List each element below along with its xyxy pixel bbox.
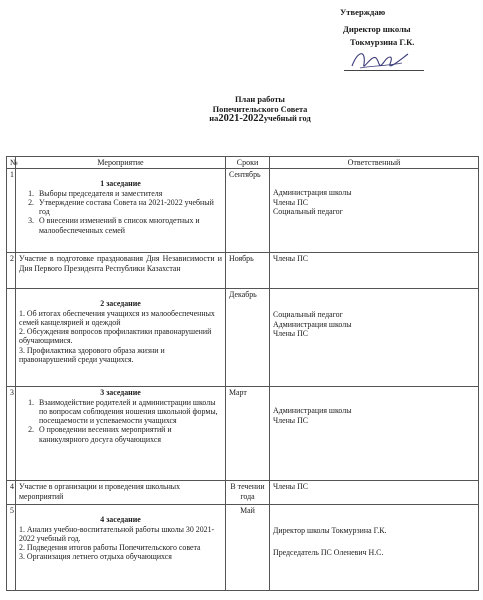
agenda-item: 2. Подведения итогов работы Попечительского совета xyxy=(19,543,201,553)
responsible-cell xyxy=(270,253,479,289)
event-cell xyxy=(16,387,226,481)
term-cell: Сентябрь xyxy=(226,169,270,253)
title-line-1: План работы xyxy=(235,95,285,104)
responsible-cell xyxy=(270,481,479,505)
row-number: 3 xyxy=(7,387,16,481)
agenda-item: 2. О проведении весенних мероприятий и каникулярного досуга обучающихся xyxy=(36,425,222,444)
agenda-item: 3. Профилактика здорового образа жизни и правонарушений среди учащихся. xyxy=(19,345,165,365)
plan-table xyxy=(6,156,479,591)
responsible-line: Социальный педагог xyxy=(273,310,343,320)
approval-label: Утверждаю xyxy=(340,7,386,17)
row-number xyxy=(7,289,16,387)
responsible-line: Члены ПС xyxy=(273,415,309,425)
term-cell: Март xyxy=(226,387,270,481)
agenda-item: 1. Выборы председателя и заместителя xyxy=(36,189,222,198)
agenda-item: 2. Обсуждения вопросов профилактики правонарушений обучающимися. xyxy=(19,327,212,346)
meeting-heading: 4 заседание xyxy=(100,515,141,525)
agenda-item: 1. Об итогах обеспечения учащихся из малообеспеченных семей канцелярией и одеждой xyxy=(19,308,215,327)
title-suffix: учебный год xyxy=(263,114,311,123)
event-cell: Участие в подготовке празднования Дня Независимости и Дня Первого Президента Республики Казахстан xyxy=(16,253,226,289)
title-line-2: Попечительского Совета xyxy=(212,104,308,114)
header-number: № xyxy=(7,157,16,169)
header-responsible: Ответственный xyxy=(270,157,479,169)
approval-name: Токмурзина Г.К. xyxy=(350,37,415,47)
responsible-line: Администрация школы xyxy=(273,188,352,198)
table-row xyxy=(7,289,479,387)
title-line-3 xyxy=(160,114,360,124)
term-cell: В течении года xyxy=(226,481,270,505)
row-number: 5 xyxy=(7,505,16,591)
table-header-row xyxy=(7,157,479,169)
responsible-line: Социальный педагог xyxy=(273,206,343,216)
responsible-cell xyxy=(270,505,479,591)
responsible-line: Члены ПС xyxy=(273,328,309,338)
approval-block xyxy=(328,6,478,50)
header-term: Сроки xyxy=(226,157,270,169)
responsible-cell xyxy=(270,387,479,481)
responsible-line: Члены ПС xyxy=(273,482,309,492)
responsible-line: Администрация школы xyxy=(273,319,352,329)
approval-position: Директор школы xyxy=(343,23,411,34)
term-cell: Декабрь xyxy=(226,289,270,387)
title-year: 2021-2022 xyxy=(218,113,264,124)
agenda-item: 3. О внесении изменений в список многодетных и малообеспеченных семей xyxy=(36,216,222,235)
meeting-heading: 3 заседание xyxy=(100,388,141,398)
table-row xyxy=(7,481,479,505)
responsible-line: Директор школы Токмурзина Г.К. xyxy=(273,526,387,536)
row-number: 1 xyxy=(7,169,16,253)
table-row xyxy=(7,253,479,289)
agenda-item: 1. Взаимодействие родителей и администрации школы по вопросам соблюдения ношения школьной формы, посещаемости и успеваемости учащихся xyxy=(36,398,222,426)
header-event: Мероприятие xyxy=(16,157,226,169)
responsible-cell xyxy=(270,169,479,253)
document-title xyxy=(160,95,360,124)
responsible-line: Члены ПС xyxy=(273,254,309,264)
row-number: 4 xyxy=(7,481,16,505)
responsible-line: Администрация школы xyxy=(273,406,352,416)
agenda-item: 2. Утверждение состава Совета на 2021-2022 учебный год xyxy=(36,198,222,217)
event-cell: Участие в организации и проведения школьных мероприятий xyxy=(16,481,226,505)
title-prefix: на xyxy=(209,114,219,123)
row-number: 2 xyxy=(7,253,16,289)
table-row xyxy=(7,169,479,253)
event-cell xyxy=(16,505,226,591)
meeting-heading: 1 заседание xyxy=(100,179,141,189)
table-row xyxy=(7,387,479,481)
responsible-line: Председатель ПС Оленевич Н.С. xyxy=(273,547,384,557)
event-cell xyxy=(16,289,226,387)
agenda-item: 3. Организация летнего отдыха обучающихся xyxy=(19,552,172,562)
meeting-heading: 2 заседание xyxy=(100,299,141,309)
term-cell: Май xyxy=(226,505,270,591)
agenda-item: 1. Анализ учебно-воспитательной работы школы 30 2021-2022 учебный год. xyxy=(19,524,215,543)
responsible-cell xyxy=(270,289,479,387)
term-cell: Ноябрь xyxy=(226,253,270,289)
signature-line xyxy=(344,70,424,71)
event-cell xyxy=(16,169,226,253)
table-row xyxy=(7,505,479,591)
responsible-line: Члены ПС xyxy=(273,197,309,207)
